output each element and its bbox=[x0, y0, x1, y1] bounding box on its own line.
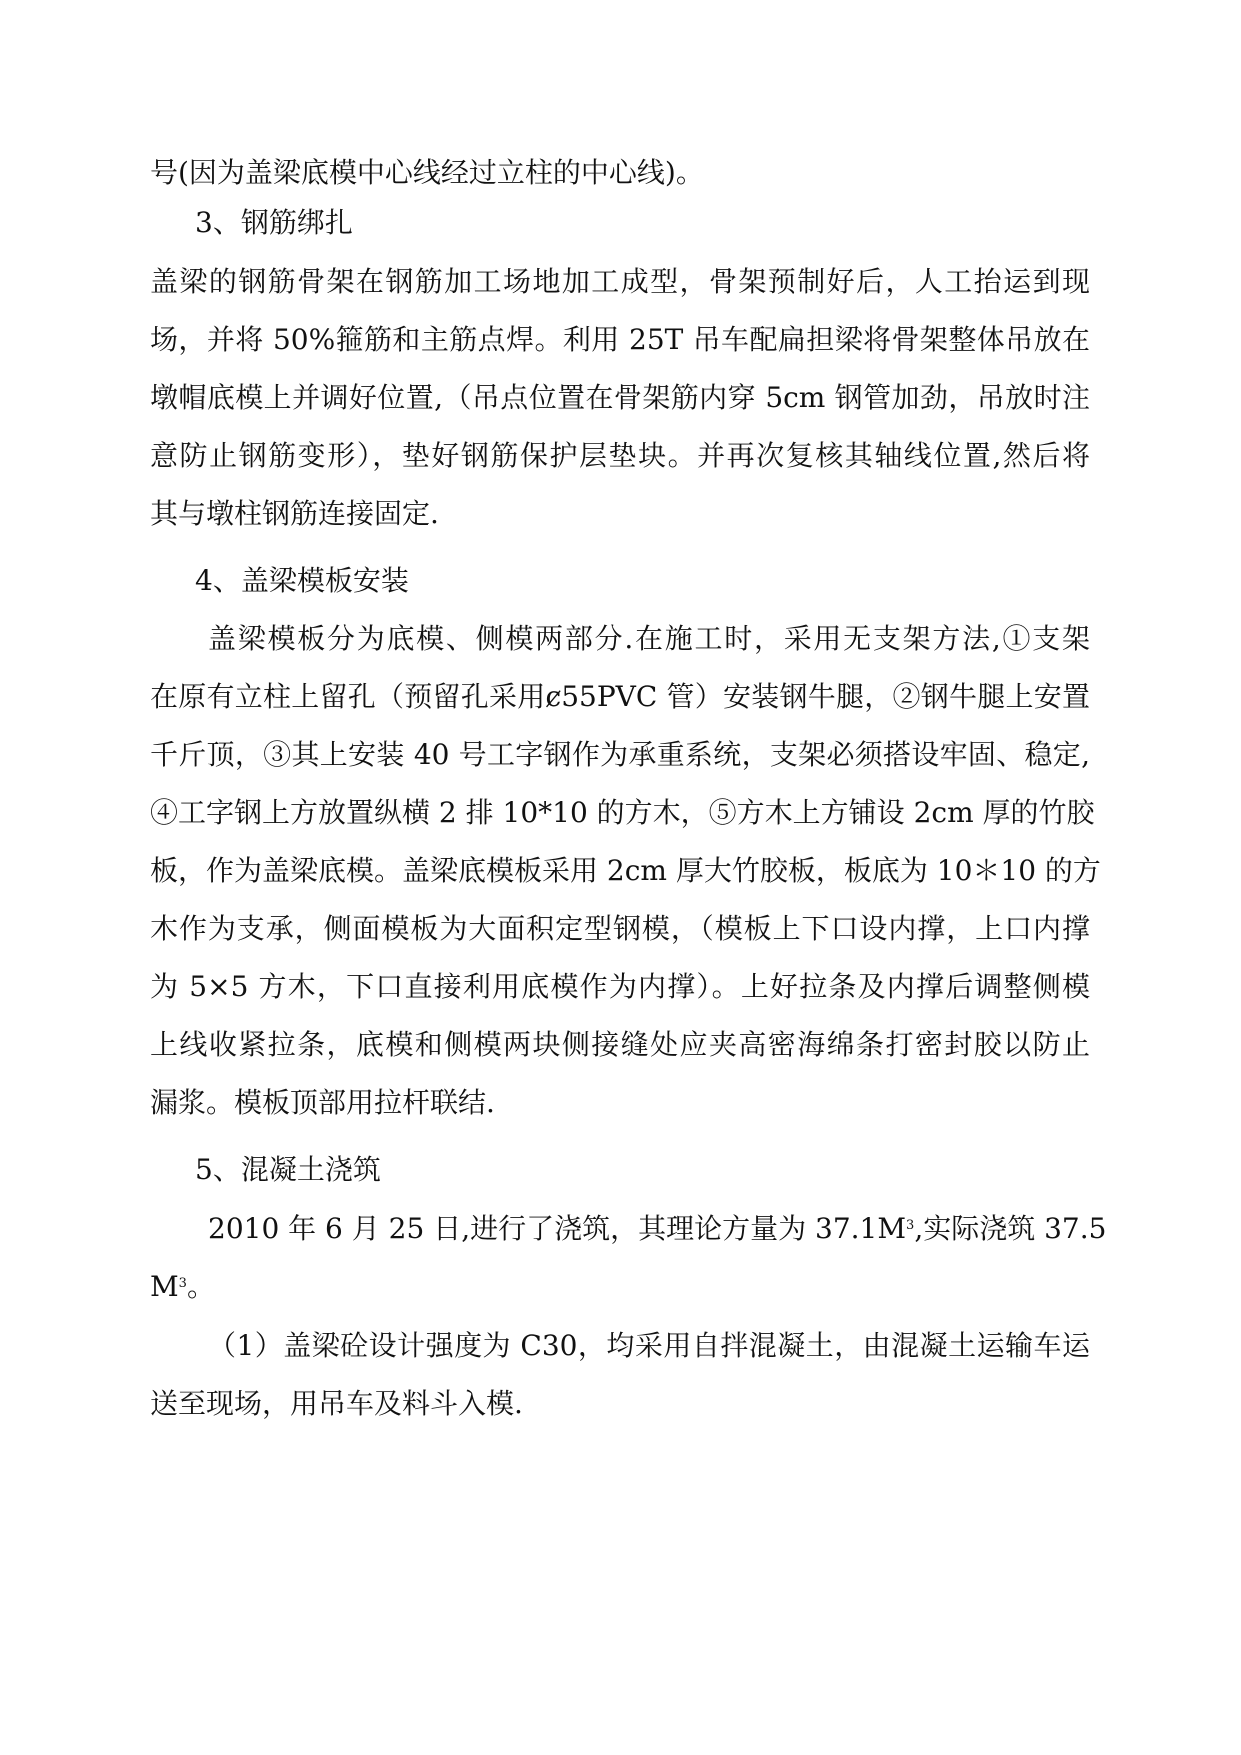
section-4-heading: 4、盖梁模板安装 bbox=[195, 564, 409, 597]
section-5-item-1-line-1: （1）盖梁砼设计强度为 C30，均采用自拌混凝土，由混凝土运输车运 bbox=[208, 1329, 1090, 1362]
section-3-line-2: 场，并将 50%箍筋和主筋点焊。利用 25T 吊车配扁担梁将骨架整体吊放在 bbox=[150, 323, 1090, 356]
section-5-item-1-line-2: 送至现场，用吊车及料斗入模. bbox=[150, 1387, 523, 1420]
pour-date-text: 2010 年 6 月 25 日,进行了浇筑，其理论方量为 37.1M bbox=[208, 1212, 907, 1245]
unit-m-text: M bbox=[150, 1270, 179, 1303]
section-5-heading: 5、混凝土浇筑 bbox=[195, 1153, 381, 1186]
section-3-line-1: 盖梁的钢筋骨架在钢筋加工场地加工成型，骨架预制好后，人工抬运到现 bbox=[150, 265, 1090, 298]
section-4-line-3: 千斤顶，③其上安装 40 号工字钢作为承重系统，支架必须搭设牢固、稳定, bbox=[150, 738, 1090, 771]
section-4-line-9: 漏浆。模板顶部用拉杆联结. bbox=[150, 1086, 495, 1119]
section-5-line-2 bbox=[150, 1267, 215, 1307]
section-3-heading: 3、钢筋绑扎 bbox=[195, 206, 353, 239]
cubic-superscript: 3 bbox=[178, 1276, 187, 1291]
section-4-line-2: 在原有立柱上留孔（预留孔采用ȼ55PVC 管）安装钢牛腿，②钢牛腿上安置 bbox=[150, 680, 1090, 713]
section-4-line-5: 板，作为盖梁底模。盖梁底模板采用 2cm 厚大竹胶板，板底为 10＊10 的方 bbox=[150, 854, 1101, 887]
section-4-line-4: ④工字钢上方放置纵横 2 排 10*10 的方木，⑤方木上方铺设 2cm 厚的竹胶 bbox=[150, 796, 1095, 829]
actual-pour-text: ,实际浇筑 37.5 bbox=[914, 1212, 1107, 1245]
section-4-line-7: 为 5×5 方木，下口直接利用底模作为内撑）。上好拉条及内撑后调整侧模 bbox=[150, 970, 1090, 1003]
section-3-line-5: 其与墩柱钢筋连接固定. bbox=[150, 497, 439, 530]
section-4-line-1: 盖梁模板分为底模、侧模两部分.在施工时，采用无支架方法,①支架 bbox=[208, 622, 1090, 655]
section-5-line-1 bbox=[208, 1209, 1107, 1249]
cubic-superscript: 3 bbox=[906, 1218, 915, 1233]
section-4-line-8: 上线收紧拉条，底模和侧模两块侧接缝处应夹高密海绵条打密封胶以防止 bbox=[150, 1028, 1090, 1061]
period-text: 。 bbox=[186, 1270, 215, 1303]
section-4-line-6: 木作为支承，侧面模板为大面积定型钢模，（模板上下口设内撑，上口内撑 bbox=[150, 912, 1090, 945]
section-3-line-3: 墩帽底模上并调好位置,（吊点位置在骨架筋内穿 5cm 钢管加劲，吊放时注 bbox=[150, 381, 1090, 414]
section-3-line-4: 意防止钢筋变形），垫好钢筋保护层垫块。并再次复核其轴线位置,然后将 bbox=[150, 439, 1090, 472]
intro-line: 号(因为盖梁底模中心线经过立柱的中心线)。 bbox=[150, 156, 704, 189]
